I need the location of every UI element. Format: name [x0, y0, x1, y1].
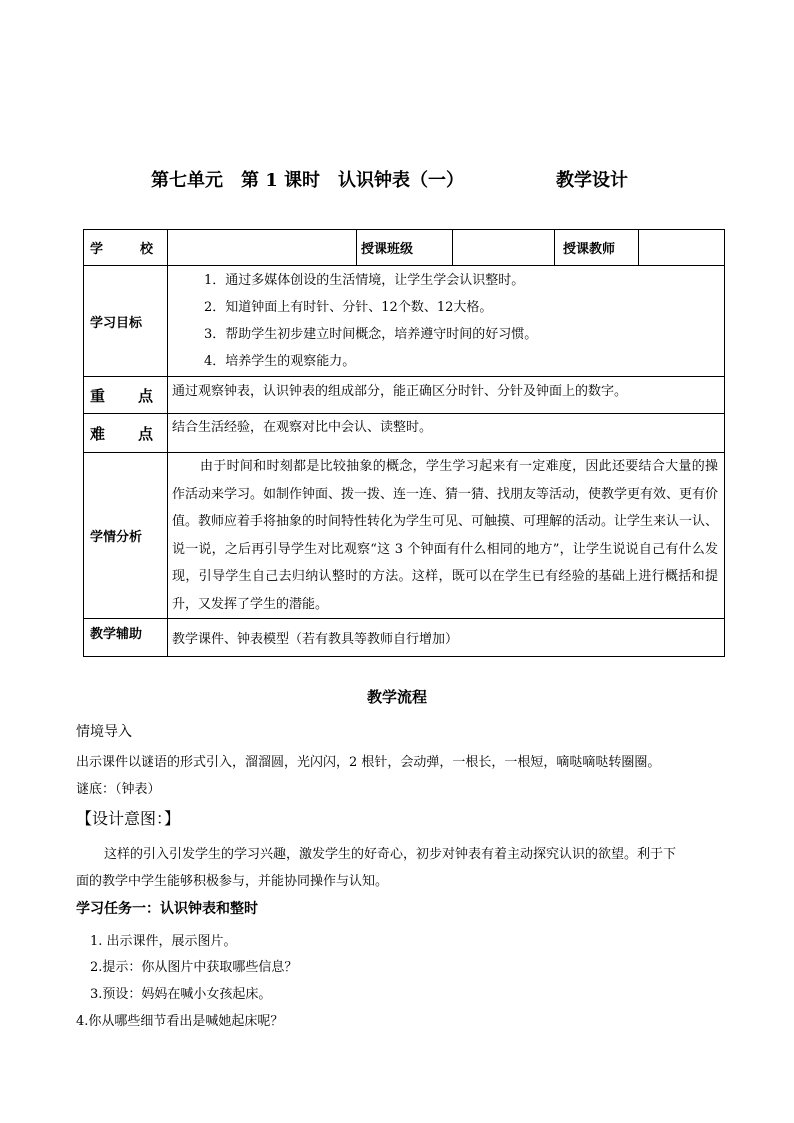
- flow-title: 教学流程: [366, 688, 427, 706]
- aids-text: 教学课件、钟表模型（若有教具等教师自行增加）: [168, 619, 725, 657]
- table-row-aids: [84, 619, 725, 657]
- intro-heading: 情境导入: [76, 724, 132, 740]
- lesson-info-table: [83, 229, 725, 657]
- analysis-cell: [168, 453, 725, 619]
- step-item: 2.提示：你从图片中获取哪些信息？: [90, 960, 298, 975]
- key-text: 通过观察钟表，认识钟表的组成部分，能正确区分时针、分针及钟面上的数字。: [168, 377, 725, 414]
- key-label-char-1: 重: [90, 386, 106, 405]
- aids-label: 教学辅助: [84, 619, 168, 657]
- analysis-label: 学情分析: [84, 453, 168, 619]
- school-value: [168, 230, 357, 266]
- school-label: [84, 230, 168, 266]
- class-label: 授课班级: [357, 230, 453, 266]
- intro-text: 出示课件以谜语的形式引入，溜溜圆，光闪闪，2 根针，会动弹，一根长，一根短，嘀哒嘀哒转圈圈。: [76, 755, 661, 770]
- step-item: 3.预设：妈妈在喊小女孩起床。: [90, 987, 272, 1002]
- teacher-label: 授课教师: [555, 230, 639, 266]
- key-label: [84, 377, 168, 414]
- title-main: 第七单元 第 1 课时 认识钟表（一）: [151, 170, 465, 191]
- goals-list: [168, 266, 725, 377]
- difficult-label-char-1: 难: [90, 424, 106, 443]
- table-row-difficult: [84, 414, 725, 453]
- school-label-char-1: 学: [90, 242, 104, 257]
- goal-item: 4．培养学生的观察能力。: [204, 354, 356, 369]
- riddle-answer: 谜底：（钟表）: [76, 782, 161, 797]
- school-label-char-2: 校: [139, 242, 153, 257]
- goal-item: 2．知道钟面上有时针、分针、12个数、12大格。: [204, 300, 493, 315]
- difficult-text: 结合生活经验，在观察对比中会认、读整时。: [168, 414, 725, 453]
- key-label-char-2: 点: [137, 386, 153, 405]
- analysis-text: 由于时间和时刻都是比较抽象的概念，学生学习起来有一定难度，因此还要结合大量的操作活动来学习。如制作钟面、拨一拨、连一连、猜一猜、找朋友等活动，使教学更有效、更有价值。教师应着手将抽象的时间特性转化为学生可见、可触摸、可理解的活动。让学生来认一认、说一说，之后再引导学生对比观察“这 3 个钟面有什么相同的地方”，让学生说说自己有什么发现，引导学生自己去归纳认整时的方法。这样，既可以在学生已有经验的基础上进行概括和提升，又发挥了学生的潜能。: [172, 459, 719, 612]
- table-row-key: [84, 377, 725, 414]
- table-row-goals: [84, 266, 725, 377]
- class-value: [453, 230, 555, 266]
- document-title: [0, 166, 794, 194]
- goal-item: 1．通过多媒体创设的生活情境，让学生学会认识整时。: [204, 273, 525, 288]
- difficult-label: [84, 414, 168, 453]
- task-heading: 学习任务一：认识钟表和整时: [76, 901, 258, 917]
- design-line-1: 这样的引入引发学生的学习兴趣，激发学生的好奇心，初步对钟表有着主动探究认识的欲望。利于下: [104, 847, 677, 862]
- design-heading: 【设计意图：】: [76, 809, 181, 828]
- design-line-2: 面的教学中学生能够积极参与，并能协同操作与认知。: [76, 874, 389, 889]
- teacher-value: [639, 230, 725, 266]
- title-suffix: 教学设计: [556, 170, 628, 191]
- table-row-school: [84, 230, 725, 266]
- step-item: 1. 出示课件，展示图片。: [90, 934, 237, 949]
- goals-label: 学习目标: [84, 266, 168, 377]
- difficult-label-char-2: 点: [137, 424, 153, 443]
- goal-item: 3．帮助学生初步建立时间概念，培养遵守时间的好习惯。: [204, 327, 538, 342]
- step-item: 4.你从哪些细节看出是喊她起床呢？: [76, 1014, 284, 1029]
- table-row-analysis: [84, 453, 725, 619]
